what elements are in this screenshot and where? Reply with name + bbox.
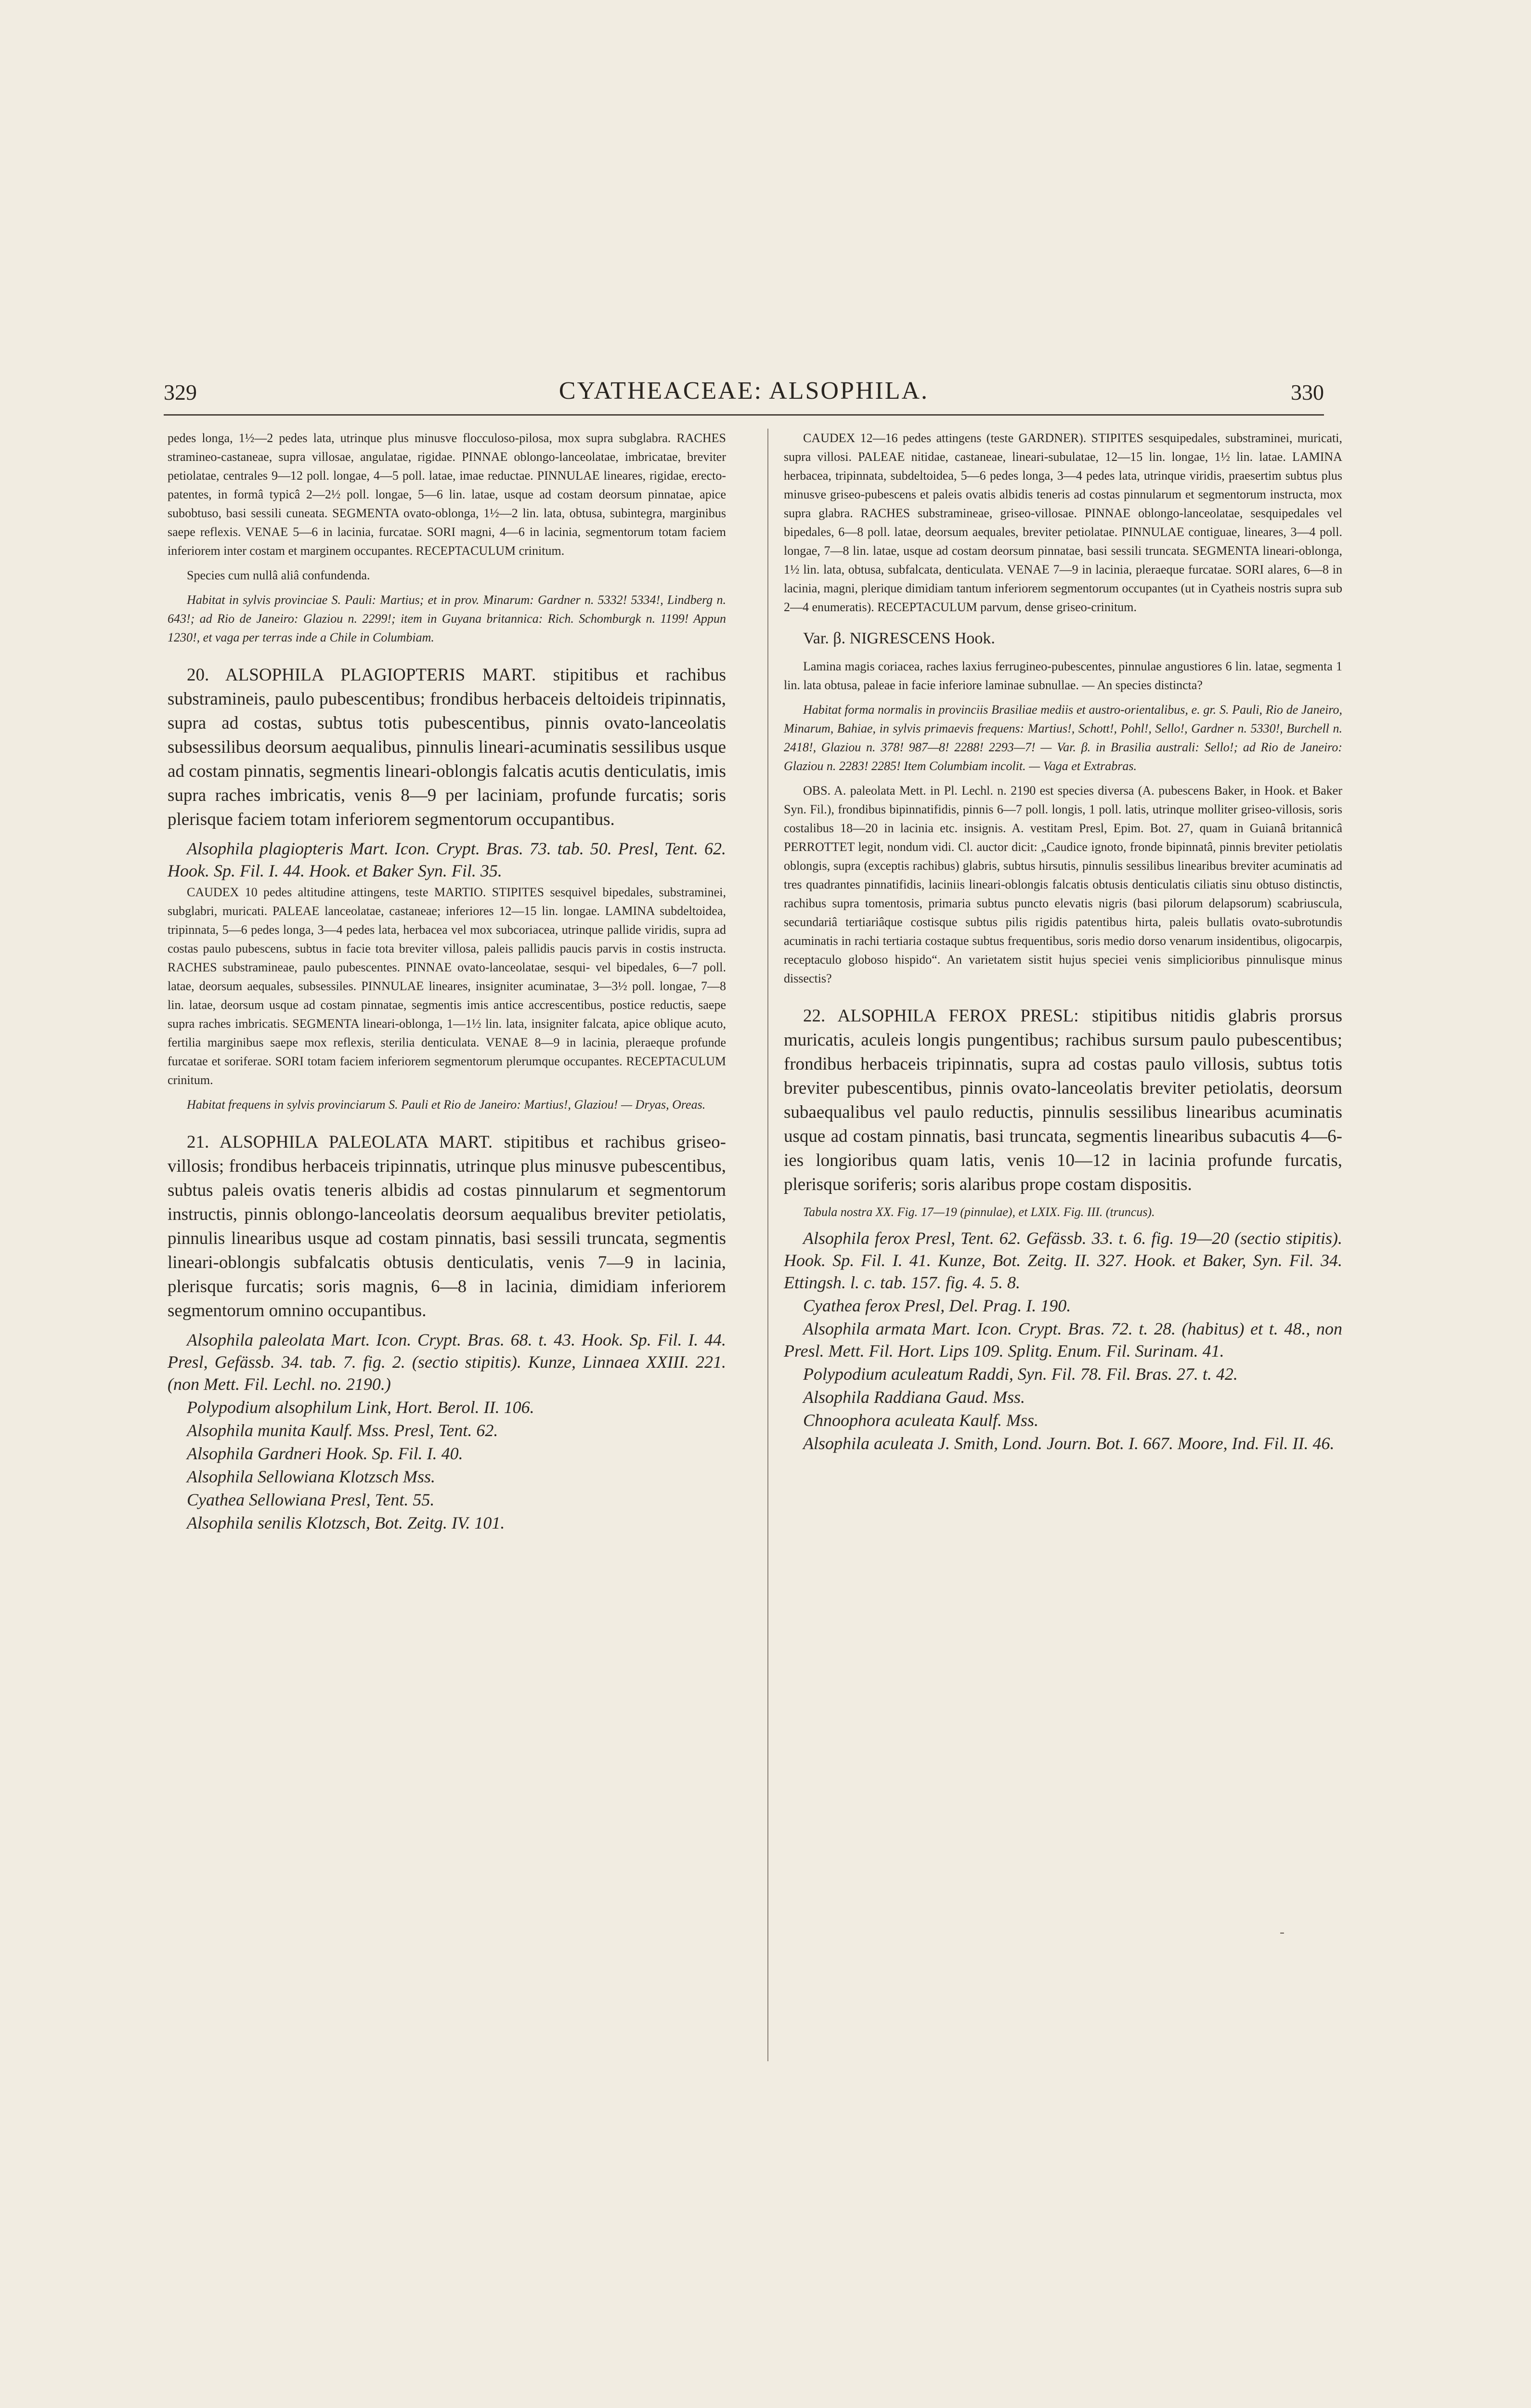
running-header <box>164 371 1324 416</box>
variety-description: Lamina magis coriacea, raches laxius ferrugineo-pubescentes, pinnulae angustiores 6 lin. latae, segmenta 1 lin. lata obtusa, paleae in facie inferiore laminae subnullae. — An species distincta? <box>784 659 1342 692</box>
column-divider <box>767 429 768 2061</box>
synonym-line: Chnoophora aculeata Kaulf. Mss. <box>803 1411 1039 1430</box>
species-20-habitat: Habitat frequens in sylvis provinciarum S. Pauli et Rio de Janeiro: Martius!, Glaziou! — Dryas, Oreas. <box>187 1098 706 1112</box>
species-20-description: CAUDEX 10 pedes altitudine attingens, teste MARTIO. STIPITES sesquivel bipedales, substraminei, subglabri, muricati. PALEAE lanceolatae, castaneae; inferiores 12—15 lin. longae. LAMINA subdeltoidea, tripinnata, 5—6 pedes longa, 3—4 pedes lata, herbacea vel mox subcoriacea, utrinque pallide viridis, supra ad costas paulo pubescens, subtus in facie tota breviter villosa, paleis pallidis paucis parvis in costis instructa. RACHES substramineae, paulo pubescentes. PINNAE ovato-lanceolatae, sesqui- vel bipedales, 6—7 poll. latae, deorsum aequales, subsessiles. PINNULAE lineares, insigniter acuminatae, 3—3½ poll. longae, 7—8 lin. latae, deorsum usque ad costam pinnatae, segmentis imis antice accrescentibus, postice reductis, saepe supra raches imbricatis. SEGMENTA lineari-oblonga, 1—1½ lin. lata, insigniter falcata, apice oblique acuto, fertilia marginibus saepe mox reflexis, sterilia denticulata. VENAE 8—9 in lacinia, pleraeque profunde furcatae et soriferae. SORI totam faciem inferiorem segmentorum plerumque occupantes. RECEPTACULUM crinitum. <box>168 885 726 1087</box>
synonym-line: Alsophila armata Mart. Icon. Crypt. Bras. 72. t. 28. (habitus) et t. 48., non Presl. Mett. Fil. Hort. Lips 109. Splitg. Enum. Fil. Surinam. 41. <box>784 1319 1342 1361</box>
synonym-line: Polypodium alsophilum Link, Hort. Berol. II. 106. <box>187 1398 534 1417</box>
note-paragraph: Species cum nullâ aliâ confundenda. <box>187 568 370 582</box>
synonym-line: Alsophila ferox Presl, Tent. 62. Gefässb. 33. t. 6. fig. 19—20 (sectio stipitis). Hook. Sp. Fil. I. 41. Kunze, Bot. Zeitg. II. 327. Hook. et Baker, Syn. Fil. 34. Ettingsh. l. c. tab. 157. fig. 4. 5. 8. <box>784 1229 1342 1292</box>
right-column <box>784 429 1342 1455</box>
synonym-line: Cyathea Sellowiana Presl, Tent. 55. <box>187 1490 435 1509</box>
left-column <box>168 429 726 1535</box>
description-continued: pedes longa, 1½—2 pedes lata, utrinque plus minusve flocculoso-pilosa, mox supra subglabra. RACHES stramineo-castaneae, supra villosae, angulatae, rigidae. PINNAE oblongo-lanceolatae, imbricatae, breviter petiolatae, centrales 9—12 poll. longae, 4—5 poll. latae, imae reductae. PINNULAE lineares, rigidae, erecto-patentes, in formâ typicâ 2—2½ poll. longae, 5—6 lin. latae, usque ad costam deorsum pinnatae, apice subobtuso, basi sessili cuneata. SEGMENTA ovato-oblonga, 1½—2 lin. lata, obtusa, subintegra, marginibus saepe reflexis. VENAE 5—6 in lacinia, furcatae. SORI magni, 4—6 in lacinia, segmentorum totam faciem inferiorem inter costam et marginem occupantes. RECEPTACULUM crinitum. <box>168 431 726 558</box>
margin-mark: - <box>1280 1924 1284 1940</box>
species-21-description: CAUDEX 12—16 pedes attingens (teste GARDNER). STIPITES sesquipedales, substraminei, muricati, supra villosi. PALEAE nitidae, castaneae, lineari-subulatae, 12—15 lin. longae, 1½ lin. latae. LAMINA herbacea, tripinnata, subdeltoidea, 5—6 pedes longa, 3—4 pedes lata, utrinque viridis, praesertim subtus plus minusve griseo-pubescens et paleis ovatis albidis teneris ad costas pinnularum et segmentorum instructa, mox supra glabra. RACHES substramineae, griseo-villosae. PINNAE oblongo-lanceolatae, sesquipedales vel bipedales, 6—8 poll. latae, deorsum aequales, breviter petiolatae. PINNULAE contiguae, lineares, 3—4 poll. longae, 7—8 lin. latae, usque ad costam deorsum pinnatae, basi sessili truncata. SEGMENTA lineari-oblonga, 1½ lin. lata, obtusa, subfalcata, denticulata. VENAE 7—9 in lacinia, pleraeque furcatae. SORI alares, 6—8 in lacinia, magni, plerique dimidiam tantum inferiorem segmentorum occupantes (ut in Cyatheis nostris supra sub 2—4 enumeratis). RECEPTACULUM parvum, dense griseo-crinitum. <box>784 431 1342 614</box>
synonym-line: Alsophila Sellowiana Klotzsch Mss. <box>187 1467 436 1486</box>
variety-heading: Var. β. NIGRESCENS Hook. <box>803 629 995 647</box>
observation-paragraph: OBS. A. paleolata Mett. in Pl. Lechl. n. 2190 est species diversa (A. pubescens Baker, in Hook. et Baker Syn. Fil.), frondibus bipinnatifidis, pinnis 6—7 poll. longis, 1 poll. latis, utrinque molliter griseo-villosis, soris costalibus 18—20 in lacinia etc. insignis. A. vestitam Presl, Epim. Bot. 27, quam in Guianâ britannicâ PERROTTET legit, nondum vidi. Cl. auctor dicit: „Caudice ignoto, fronde bipinnatâ, pinnis breviter petiolatis oblongis, supra (exceptis rachibus) glabris, subtus hirsutis, pinnulis sessilibus linearibus breviter acuminatis ad tres quadrantes pinnatifidis, laciniis lineari-oblongis falcatis obtusis denticulatis ciliatis sinu obtuso distinctis, rachibus supra tomentosis, primaria subtus puncto elevatis nigris (basi pilorum delapsorum) scabriusculа, secundariâ tertiariâque costisque subtus pilis rigidis patentibus hirta, paleis bullatis ovato-subrotundis acuminatis in rachi tertiaria costaque subtus frequentibus, soris medio dorso venarum insidentibus, oligocarpis, receptaculo globoso hispido“. An varietatem sistit hujus speciei venis simplicioribus pinnulisque minus dissectis? <box>784 784 1342 985</box>
plate-reference: Tabula nostra XX. Fig. 17—19 (pinnulae), et LXIX. Fig. III. (truncus). <box>803 1205 1155 1219</box>
synonym-line: Alsophila Raddiana Gaud. Mss. <box>803 1387 1025 1407</box>
synonym-line: Alsophila paleolata Mart. Icon. Crypt. Bras. 68. t. 43. Hook. Sp. Fil. I. 44. Presl, Gefässb. 34. tab. 7. fig. 2. (sectio stipitis). Kunze, Linnaea XXIII. 221. (non Mett. Fil. Lechl. no. 2190.) <box>168 1330 726 1394</box>
page-number-right: 330 <box>1291 380 1324 405</box>
synonym-line: Alsophila senilis Klotzsch, Bot. Zeitg. IV. 101. <box>187 1513 505 1532</box>
species-20-synonymy: Alsophila plagiopteris Mart. Icon. Crypt. Bras. 73. tab. 50. Presl, Tent. 62. Hook. Sp. Fil. I. 44. Hook. et Baker Syn. Fil. 35. <box>168 839 726 880</box>
synonym-line: Alsophila munita Kaulf. Mss. Presl, Tent. 62. <box>187 1421 498 1440</box>
species-20-diagnosis: 20. ALSOPHILA PLAGIOPTERIS MART. stipitibus et rachibus substramineis, paulo pubescentibus; frondibus herbaceis deltoideis tripinnatis, supra ad costas, subtus totis pubescentibus, pinnis ovato-lanceolatis subsessilibus deorsum aequalibus, pinnulis lineari-acuminatis sessilibus usque ad costam pinnatis, segmentis lineari-oblongis falcatis acutis denticulatis, imis supra raches imbricatis, venis 8—9 per laciniam, profunde furcatis; soris plerisque faciem totam inferiorem segmentorum occupantibus. <box>168 665 726 829</box>
species-21-habitat: Habitat forma normalis in provinciis Brasiliae mediis et austro-orientalibus, e. gr. S. Pauli, Rio de Janeiro, Minarum, Bahiae, in sylvis primaevis frequens: Martius!, Schott!, Pohl!, Sello!, Gardner n. 5330!, Burchell n. 2418!, Glaziou n. 378! 987—8! 2288! 2293—7! — Var. β. in Brasilia australi: Sello!; ad Rio de Janeiro: Glaziou n. 2283! 2285! Item Columbiam incolit. — Vaga et Extrabras. <box>784 703 1342 773</box>
synonym-line: Alsophila Gardneri Hook. Sp. Fil. I. 40. <box>187 1444 463 1463</box>
synonym-line: Polypodium aculeatum Raddi, Syn. Fil. 78. Fil. Bras. 27. t. 42. <box>803 1364 1238 1384</box>
page-number-left: 329 <box>164 380 197 405</box>
habitat-paragraph: Habitat in sylvis provinciae S. Pauli: Martius; et in prov. Minarum: Gardner n. 5332! 5334!, Lindberg n. 643!; ad Rio de Janeiro: Glaziou n. 2299!; item in Guyana britannica: Rich. Schomburgk n. 1199! Appun 1230!, et vaga per terras inde a Chile in Columbiam. <box>168 593 726 644</box>
species-21-diagnosis: 21. ALSOPHILA PALEOLATA MART. stipitibus et rachibus griseo-villosis; frondibus herbaceis tripinnatis, utrinque plus minusve pubescentibus, subtus paleis ovatis teneris albidis ad costas pinnularum et segmentorum instructis, pinnis oblongo-lanceolatis deorsum aequalibus breviter petiolatis, pinnulis linearibus usque ad costam pinnatis, basi sessili truncata, segmentis lineari-oblongis subfalcatis obtusis denticulatis, venis 7—9 in lacinia, plerisque furcatis; soris magnis, 6—8 in lacinia, dimidiam inferiorem segmentorum omnino occupantibus. <box>168 1132 726 1321</box>
synonym-line: Alsophila aculeata J. Smith, Lond. Journ. Bot. I. 667. Moore, Ind. Fil. II. 46. <box>803 1434 1335 1453</box>
running-title: CYATHEACEAE: ALSOPHILA. <box>558 377 929 405</box>
synonym-line: Cyathea ferox Presl, Del. Prag. I. 190. <box>803 1296 1071 1315</box>
species-22-diagnosis: 22. ALSOPHILA FEROX PRESL: stipitibus nitidis glabris prorsus muricatis, aculeis longis pungentibus; rachibus sursum paulo pubescentibus; frondibus herbaceis tripinnatis, supra ad costas paulo villosis, subtus totis breviter pubescentibus, pinnis ovato-lanceolatis breviter petiolatis, deorsum subaequalibus vel paulo reductis, pinnulis sessilibus linearibus acuminatis usque ad costam pinnatis, basi truncata, segmentis linearibus subacutis 4—6-ies longioribus quam latis, venis 10—12 in lacinia profunde furcatis, plerisque soriferis; soris alaribus prope costam dispositis. <box>784 1006 1342 1194</box>
